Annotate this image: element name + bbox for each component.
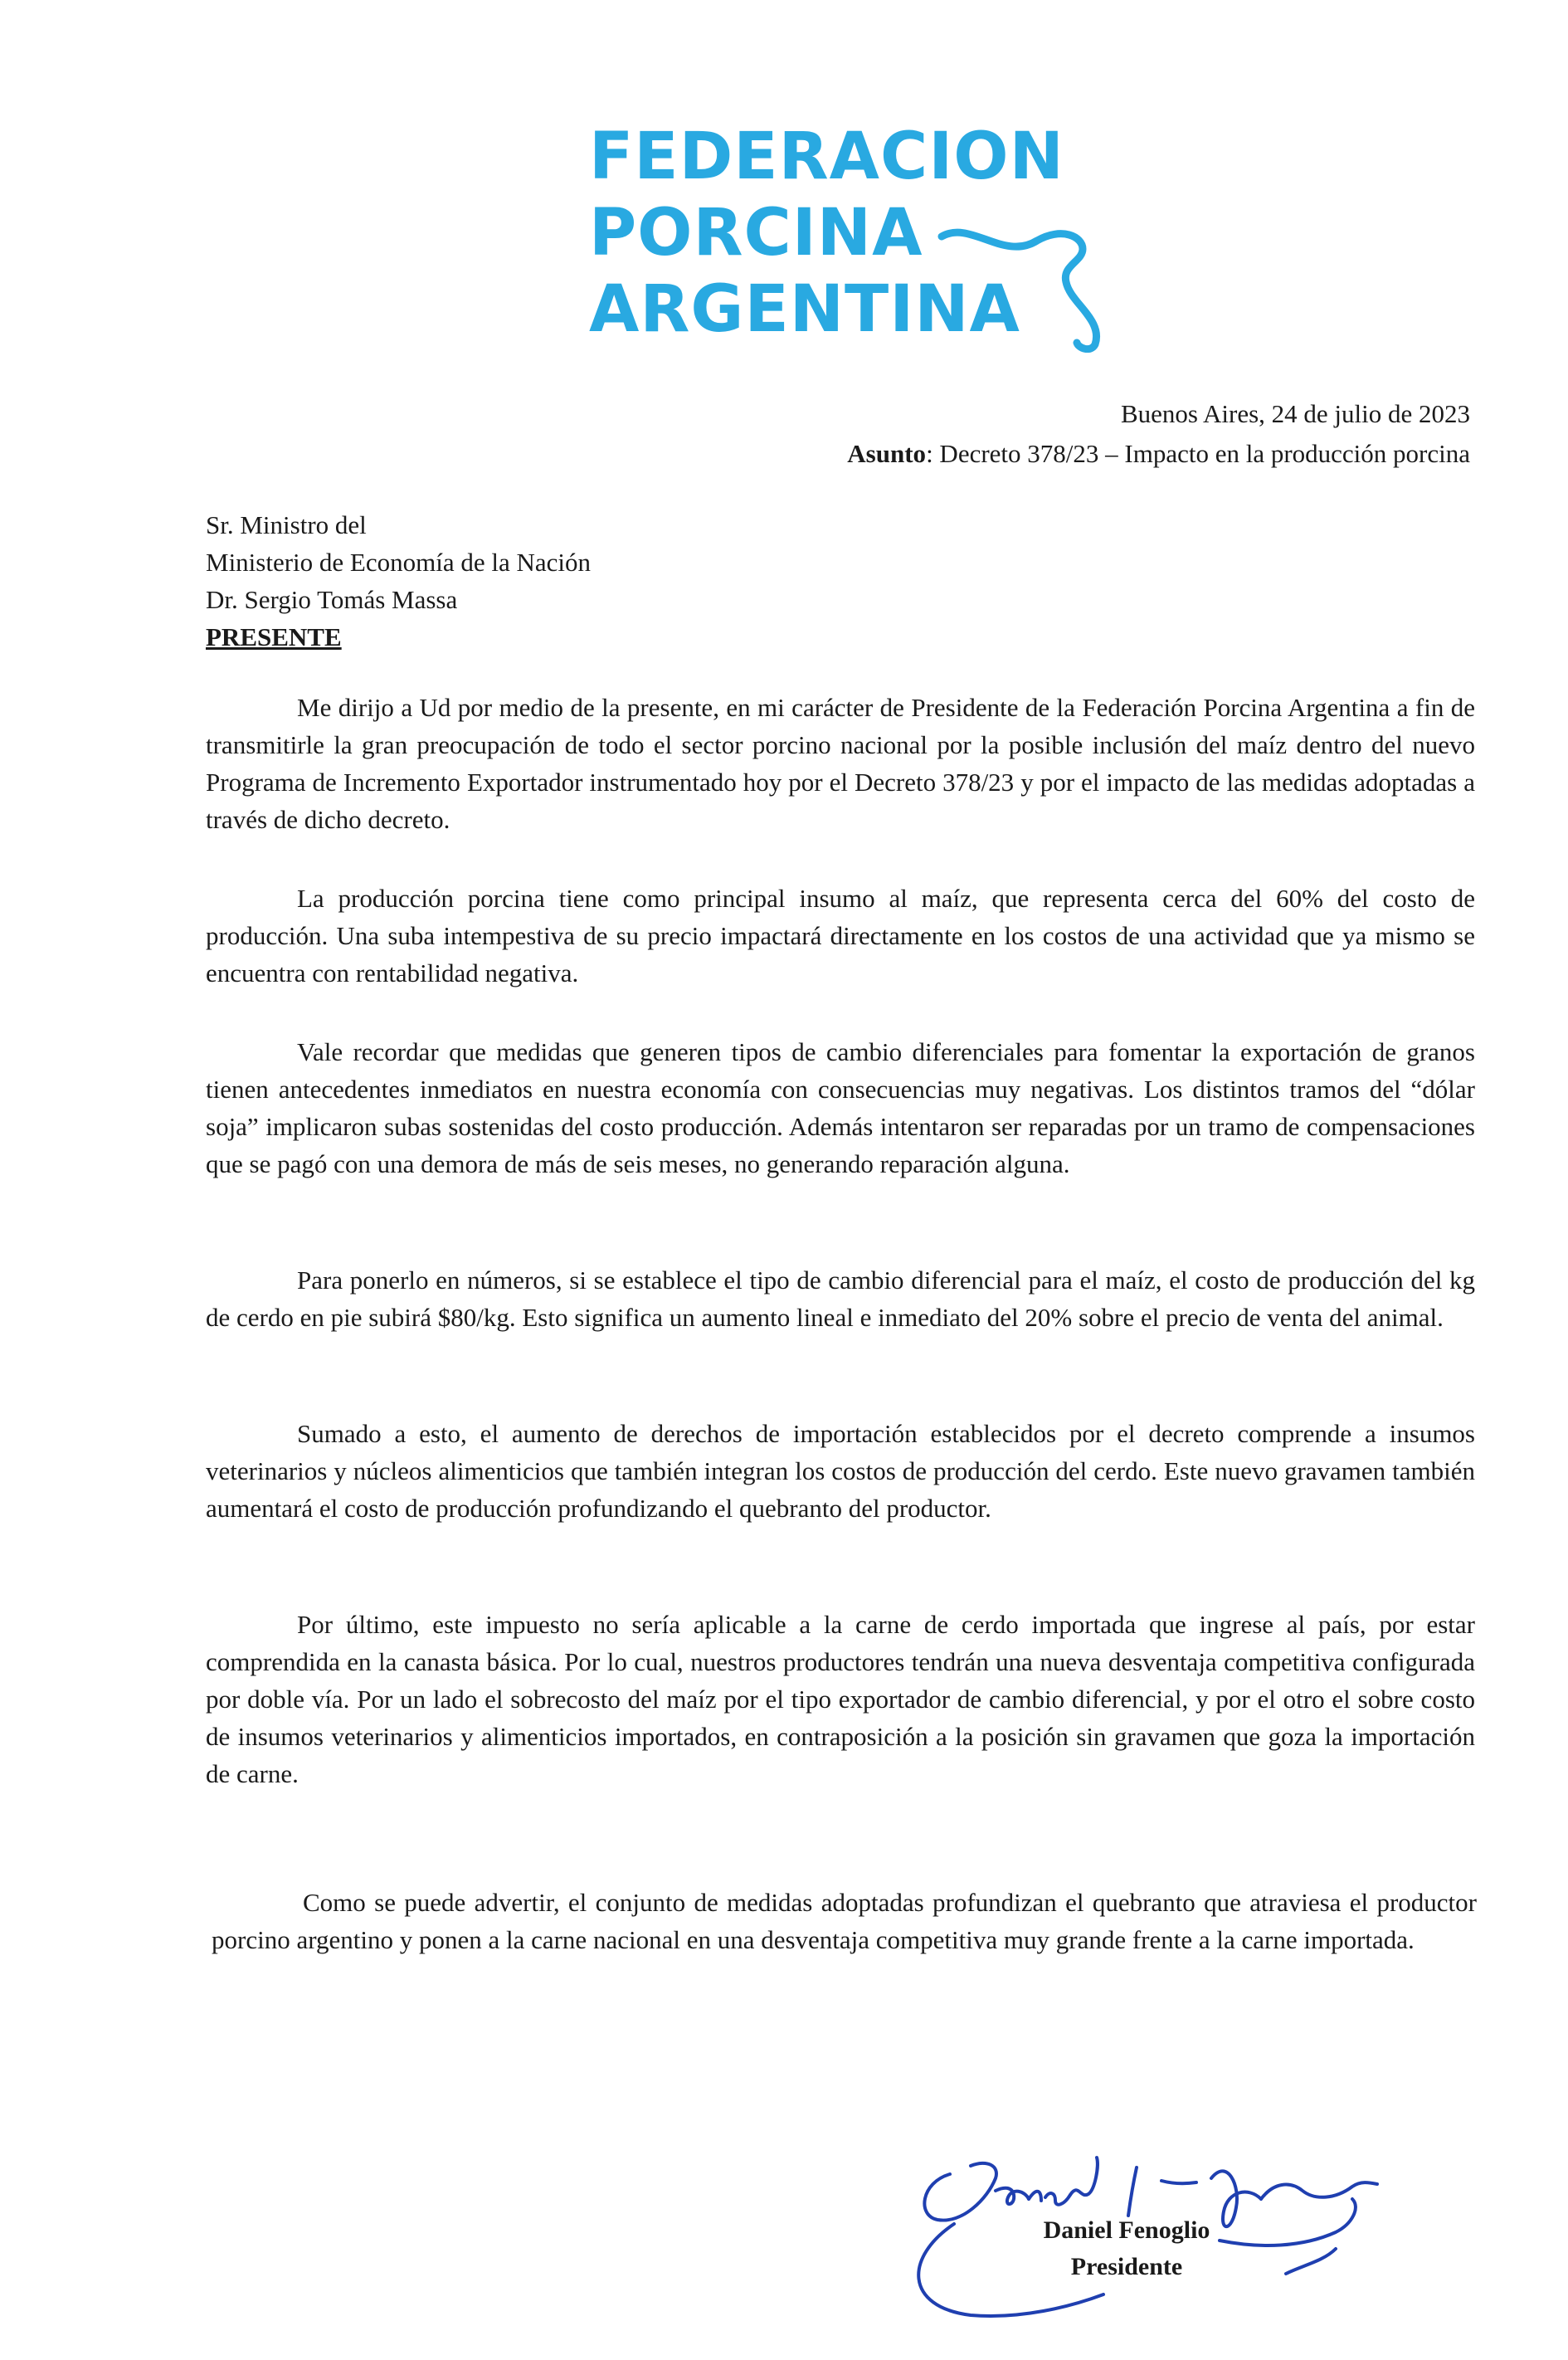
paragraph-3 [206,1033,1475,1182]
paragraph-4 [206,1261,1475,1336]
addressee-line-2: Ministerio de Economía de la Nación [206,548,592,577]
federation-logo [589,119,1120,349]
paragraph-7 [212,1884,1477,1958]
addressee-line-3: Dr. Sergio Tomás Massa [206,585,458,614]
signer-title: Presidente [1070,2253,1183,2280]
addressee-line-1: Sr. Ministro del [206,510,367,539]
addressee-block [206,506,591,656]
paragraph-text: Como se puede advertir, el conjunto de medidas adoptadas profundizan el quebranto que atraviesa el productor porcino argentino y ponen a la carne nacional en una desventaja competitiva muy grande frente a la carne importada. [212,1888,1477,1954]
subject-text: : Decreto 378/23 – Impacto en la producción porcina [926,439,1470,468]
subject-label: Asunto [847,439,927,468]
paragraph-text: Por último, este impuesto no sería aplicable a la carne de cerdo importada que ingrese al país, por estar comprendida en la canasta básica. Por lo cual, nuestros productores tendrán una nueva desventaja competitiva configurada por doble vía. Por un lado el sobrecosto del maíz por el tipo exportador de cambio diferencial, y por el otro el sobre costo de insumos veterinarios y alimenticios importados, en contraposición a la posición sin gravamen que goza la importación de carne. [206,1610,1475,1788]
paragraph-text: La producción porcina tiene como principal insumo al maíz, que representa cerca del 60% del costo de producción. Una suba intempestiva de su precio impactará directamente en los costos de una actividad que ya mismo se encuentra con rentabilidad negativa. [206,884,1475,987]
paragraph-1 [206,689,1475,838]
paragraph-text: Sumado a esto, el aumento de derechos de importación establecidos por el decreto comprende a insumos veterinarios y núcleos alimenticios que también integran los costos de producción del cerdo. Este nuevo gravamen también aumentará el costo de producción profundizando el quebranto del productor. [206,1419,1475,1523]
letter-date: Buenos Aires, 24 de julio de 2023 [1120,399,1470,428]
logo-line-2: PORCINA [589,196,923,271]
paragraph-5 [206,1415,1475,1527]
signature-block [871,2108,1402,2332]
paragraph-text: Me dirijo a Ud por medio de la presente, en mi carácter de Presidente de la Federación Porcina Argentina a fin de transmitirle la gran preocupación de todo el sector porcino nacional por la posible inclusión del maíz dentro del nuevo Programa de Incremento Exportador instrumentado hoy por el Decreto 378/23 y por el impacto de las medidas adoptadas a través de dicho decreto. [206,693,1475,834]
logo-line-3: ARGENTINA [589,272,1020,347]
signer-block [977,2212,1276,2285]
paragraph-text: Vale recordar que medidas que generen tipos de cambio diferenciales para fomentar la exportación de granos tienen antecedentes inmediatos en nuestra economía con consecuencias muy negativas. Los distintos tramos del “dólar soja” implicaron subas sostenidas del costo producción. Además intentaron ser reparadas por un tramo de compensaciones que se pagó con una demora de más de seis meses, no generando reparación alguna. [206,1037,1475,1178]
paragraph-text: Para ponerlo en números, si se establece el tipo de cambio diferencial para el maíz, el costo de producción del kg de cerdo en pie subirá $80/kg. Esto significa un aumento lineal e inmediato del 20% sobre el precio de venta del animal. [206,1265,1475,1332]
presente-heading: PRESENTE [206,622,342,651]
logo-line-1: FEDERACION [589,119,1064,194]
letter-subject [847,434,1470,474]
pig-tail-swoosh-icon [937,203,1128,353]
paragraph-6 [206,1606,1475,1792]
signer-name: Daniel Fenoglio [1043,2216,1210,2244]
date-subject-block [847,394,1470,474]
paragraph-2 [206,880,1475,992]
